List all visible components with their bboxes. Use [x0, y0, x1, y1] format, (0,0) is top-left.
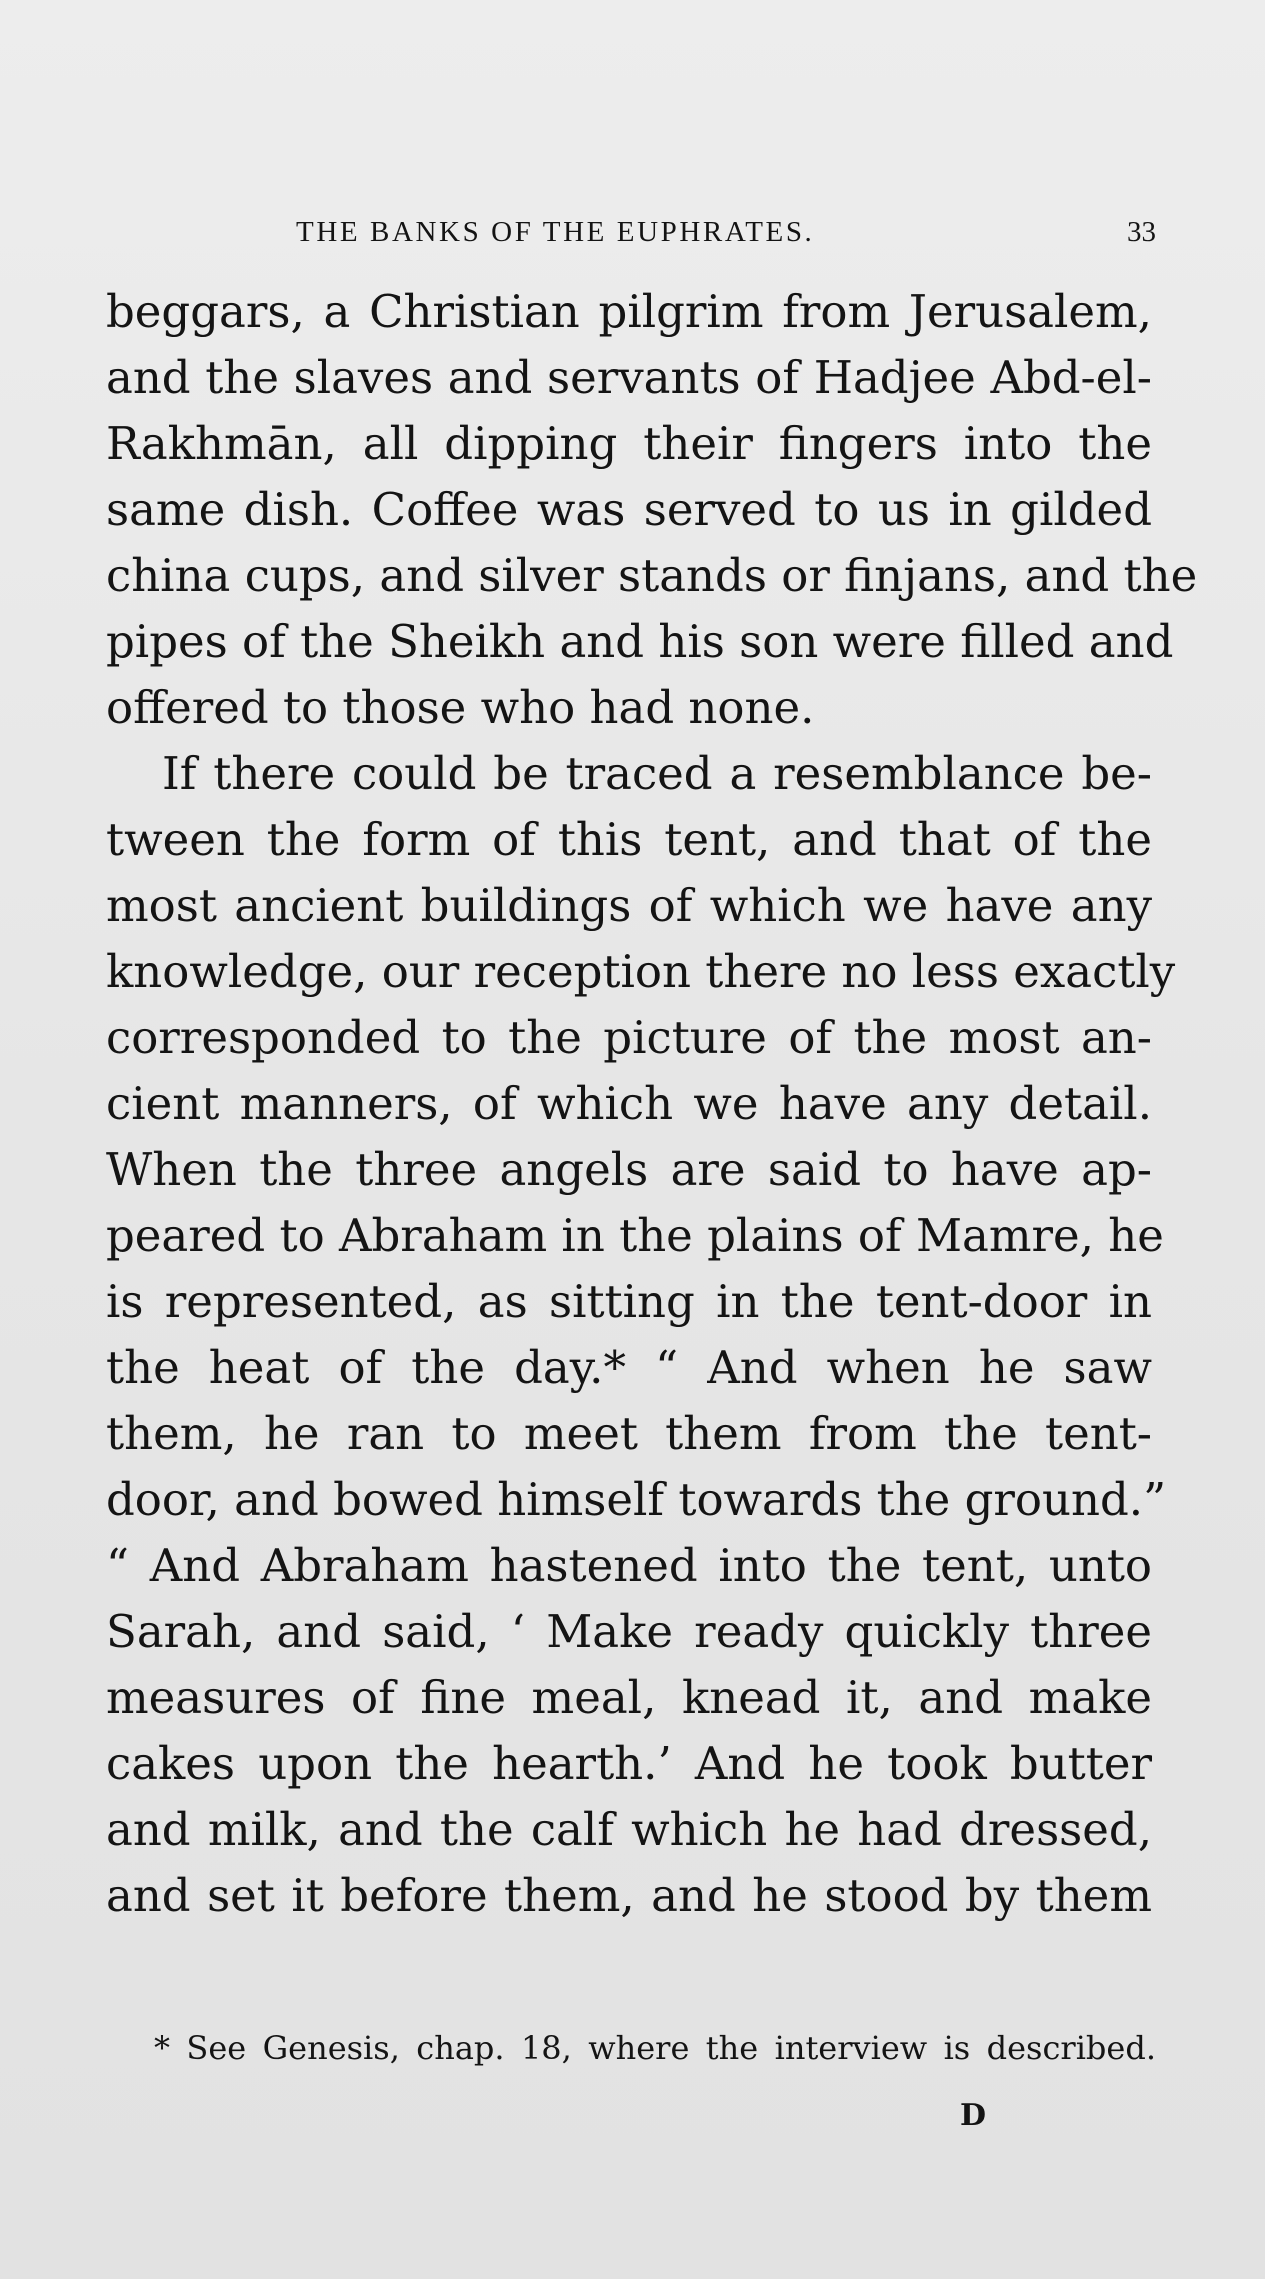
text-line: When the three angels are said to have ap-: [106, 1143, 1152, 1196]
text-line: same dish. Coffee was served to us in gilded: [106, 483, 1152, 536]
signature-mark: D: [960, 2098, 987, 2133]
page-number: 33: [1127, 216, 1156, 248]
text-line: the heat of the day.* “ And when he saw: [106, 1341, 1152, 1394]
text-line: is represented, as sitting in the tent-door in: [106, 1275, 1152, 1328]
footnote: * See Genesis, chap. 18, where the interview is described.: [154, 2029, 1156, 2067]
text-line: door, and bowed himself towards the ground.”: [106, 1473, 1167, 1526]
text-line-paragraph-end: offered to those who had none.: [106, 681, 815, 734]
text-line: most ancient buildings of which we have any: [106, 879, 1152, 932]
text-line: corresponded to the picture of the most an-: [106, 1011, 1152, 1064]
text-line: pipes of the Sheikh and his son were filled and: [106, 615, 1174, 668]
running-head-title: THE BANKS OF THE EUPHRATES.: [296, 216, 815, 248]
text-line: “ And Abraham hastened into the tent, unto: [106, 1539, 1152, 1592]
text-line: measures of fine meal, knead it, and make: [106, 1671, 1152, 1724]
text-line: and milk, and the calf which he had dressed,: [106, 1803, 1152, 1856]
text-line: peared to Abraham in the plains of Mamre, he: [106, 1209, 1164, 1262]
text-line: beggars, a Christian pilgrim from Jerusalem,: [106, 285, 1152, 338]
text-line: china cups, and silver stands or finjans, and the: [106, 549, 1198, 602]
body-text: [106, 279, 1198, 1929]
text-line: Sarah, and said, ‘ Make ready quickly three: [106, 1605, 1152, 1658]
text-line: them, he ran to meet them from the tent-: [106, 1407, 1152, 1460]
text-line: Rakhmān, all dipping their fingers into the: [106, 417, 1152, 470]
text-line: cient manners, of which we have any detail.: [106, 1077, 1152, 1130]
text-line: and set it before them, and he stood by them: [106, 1869, 1152, 1922]
text-line: and the slaves and servants of Hadjee Abd-el-: [106, 351, 1152, 404]
text-line: knowledge, our reception there no less exactly: [106, 945, 1176, 998]
text-line: tween the form of this tent, and that of the: [106, 813, 1152, 866]
text-line: cakes upon the hearth.’ And he took butter: [106, 1737, 1152, 1790]
text-line-paragraph-start: If there could be traced a resemblance be-: [162, 747, 1152, 800]
running-head: [296, 216, 1156, 260]
